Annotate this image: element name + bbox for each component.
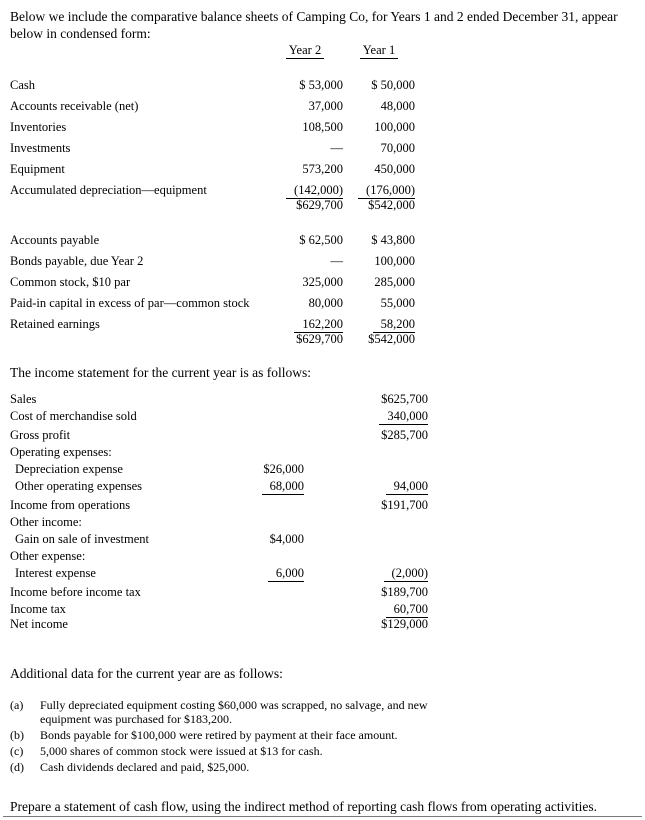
table-row	[10, 446, 428, 459]
amount-col2	[343, 184, 415, 199]
amount-value: $542,000	[368, 332, 415, 346]
amount-col2	[304, 567, 428, 582]
amount-value: $ 62,500	[299, 233, 343, 247]
row-label: Accounts payable	[10, 233, 100, 247]
amount-col1	[267, 333, 343, 346]
table-row	[10, 516, 428, 529]
amount-value: $26,000	[263, 462, 304, 476]
amount-value: $625,700	[381, 392, 428, 406]
amount-col1	[226, 550, 304, 563]
row-label: Income tax	[10, 602, 66, 616]
table-row	[10, 550, 428, 563]
note-item	[10, 744, 438, 758]
amount-col1	[267, 234, 343, 247]
amount-value: 80,000	[308, 296, 343, 310]
table-row	[10, 533, 428, 546]
balance-sheet-column-headers	[10, 44, 415, 59]
year1-column-header	[343, 44, 415, 59]
table-row	[10, 463, 428, 476]
row-label: Retained earnings	[10, 317, 100, 331]
amount-value: 285,000	[374, 275, 415, 289]
amount-col1	[226, 446, 304, 459]
amount-col2	[343, 79, 415, 92]
amount-col1	[267, 318, 343, 333]
amount-col1	[267, 121, 343, 134]
bottom-divider	[3, 816, 642, 817]
row-label: Investments	[10, 141, 71, 155]
amount-value: $629,700	[296, 332, 343, 346]
row-label: Cost of merchandise sold	[10, 409, 137, 423]
table-row	[10, 184, 415, 199]
amount-col2	[343, 255, 415, 268]
amount-col2	[304, 586, 428, 599]
amount-value: $629,700	[296, 198, 343, 212]
amount-value: $4,000	[269, 532, 304, 546]
row-label: Depreciation expense	[15, 462, 123, 476]
amount-col2	[343, 100, 415, 113]
note-tag: (b)	[10, 728, 24, 742]
amount-value: (142,000)	[286, 184, 343, 199]
table-row	[10, 163, 415, 176]
note-text: Cash dividends declared and paid, $25,000.	[40, 760, 250, 774]
row-label: Other operating expenses	[15, 479, 143, 493]
amount-value: $285,700	[381, 428, 428, 442]
amount-col2	[304, 463, 428, 476]
amount-col2	[343, 234, 415, 247]
amount-col1	[267, 255, 343, 268]
table-row	[10, 499, 428, 512]
amount-value: 100,000	[374, 254, 415, 268]
amount-value: $191,700	[381, 498, 428, 512]
amount-value: $129,000	[381, 617, 428, 631]
notes-list	[10, 698, 438, 776]
row-label: Interest expense	[15, 566, 96, 580]
table-row	[10, 429, 428, 442]
note-item	[10, 698, 438, 726]
amount-col1	[226, 586, 304, 599]
amount-col1	[226, 480, 304, 495]
amount-col2	[304, 618, 428, 631]
amount-col1	[226, 516, 304, 529]
amount-col2	[343, 318, 415, 333]
amount-value: 37,000	[308, 99, 343, 113]
amount-col1	[226, 567, 304, 582]
amount-value: (2,000)	[384, 567, 428, 582]
balance-sheet-table	[10, 44, 415, 354]
amount-col2	[343, 297, 415, 310]
row-label: Inventories	[10, 120, 67, 134]
amount-value: 70,000	[380, 141, 415, 155]
amount-value: 108,500	[302, 120, 343, 134]
amount-value: 6,000	[268, 567, 304, 582]
note-tag: (c)	[10, 744, 24, 758]
row-label: Gain on sale of investment	[15, 532, 149, 546]
year1-header-text: Year 1	[360, 44, 398, 59]
row-label: Operating expenses:	[10, 445, 112, 459]
table-row	[10, 410, 428, 425]
amount-value: 55,000	[380, 296, 415, 310]
amount-value: $ 43,800	[371, 233, 415, 247]
year2-column-header	[267, 44, 343, 59]
amount-col1	[226, 533, 304, 546]
amount-col1	[226, 410, 304, 423]
row-label: Bonds payable, due Year 2	[10, 254, 144, 268]
table-row	[10, 255, 415, 268]
amount-col2	[304, 446, 428, 459]
amount-col1	[267, 199, 343, 212]
amount-col2	[304, 480, 428, 495]
row-label: Income before income tax	[10, 585, 141, 599]
amount-col2	[343, 276, 415, 289]
amount-col2	[304, 603, 428, 618]
amount-value: 58,200	[373, 318, 415, 333]
table-row	[10, 100, 415, 113]
table-row	[10, 297, 415, 310]
note-text: Fully depreciated equipment costing $60,000 was scrapped, no salvage, and new equipment was purchased for $183,200.	[40, 698, 428, 726]
table-row	[10, 618, 428, 631]
amount-col1	[267, 276, 343, 289]
amount-col2	[304, 550, 428, 563]
amount-value: 573,200	[302, 162, 343, 176]
amount-col1	[267, 100, 343, 113]
amount-col2	[304, 533, 428, 546]
amount-col2	[304, 429, 428, 442]
note-tag: (d)	[10, 760, 24, 774]
amount-col1	[226, 463, 304, 476]
amount-col1	[226, 429, 304, 442]
amount-value: 340,000	[379, 410, 428, 425]
note-item	[10, 760, 438, 774]
amount-value: $ 53,000	[299, 78, 343, 92]
row-label: Accounts receivable (net)	[10, 99, 139, 113]
amount-col1	[267, 79, 343, 92]
table-row	[10, 603, 428, 618]
section-gap	[10, 220, 415, 234]
row-label: Gross profit	[10, 428, 71, 442]
row-label: Other income:	[10, 515, 82, 529]
amount-value: —	[330, 254, 343, 268]
table-row	[10, 276, 415, 289]
income-statement-intro: The income statement for the current year is as follows:	[10, 365, 312, 380]
instruction-paragraph: Prepare a statement of cash flow, using the indirect method of reporting cash flows from operating activities.	[10, 799, 597, 814]
amount-col2	[304, 410, 428, 425]
amount-col1	[267, 142, 343, 155]
amount-col2	[304, 499, 428, 512]
note-text: 5,000 shares of common stock were issued at $13 for cash.	[40, 744, 323, 758]
amount-value: $189,700	[381, 585, 428, 599]
note-text: Bonds payable for $100,000 were retired by payment at their face amount.	[40, 728, 398, 742]
note-item	[10, 728, 438, 742]
table-row	[10, 318, 415, 333]
amount-col1	[226, 618, 304, 631]
amount-col2	[304, 393, 428, 406]
amount-col2	[343, 333, 415, 346]
table-row	[10, 199, 415, 212]
row-label: Cash	[10, 78, 35, 92]
amount-col2	[304, 516, 428, 529]
row-label: Income from operations	[10, 498, 131, 512]
amount-value: (176,000)	[358, 184, 415, 199]
table-row	[10, 234, 415, 247]
amount-col2	[343, 121, 415, 134]
amount-value: 48,000	[380, 99, 415, 113]
table-row	[10, 586, 428, 599]
intro-paragraph: Below we include the comparative balance sheets of Camping Co, for Years 1 and 2 ended December 31, appear below in condensed form:	[10, 9, 618, 41]
header-spacer	[10, 67, 415, 79]
additional-data-intro: Additional data for the current year are as follows:	[10, 666, 283, 681]
amount-col1	[267, 297, 343, 310]
amount-value: 162,200	[294, 318, 343, 333]
amount-col2	[343, 142, 415, 155]
amount-col2	[343, 163, 415, 176]
amount-value: $ 50,000	[371, 78, 415, 92]
amount-value: —	[330, 141, 343, 155]
table-row	[10, 393, 428, 406]
amount-col1	[267, 163, 343, 176]
row-label: Accumulated depreciation—equipment	[10, 183, 207, 197]
amount-value: 60,700	[386, 603, 428, 618]
row-label: Sales	[10, 392, 37, 406]
table-row	[10, 333, 415, 346]
row-label: Common stock, $10 par	[10, 275, 131, 289]
amount-value: $542,000	[368, 198, 415, 212]
note-tag: (a)	[10, 698, 24, 712]
table-row	[10, 567, 428, 582]
amount-col1	[226, 603, 304, 616]
amount-value: 450,000	[374, 162, 415, 176]
amount-col1	[267, 184, 343, 199]
income-statement-table	[10, 393, 428, 635]
table-row	[10, 79, 415, 92]
amount-col2	[343, 199, 415, 212]
table-row	[10, 480, 428, 495]
amount-col1	[226, 393, 304, 406]
row-label: Net income	[10, 617, 68, 631]
table-row	[10, 142, 415, 155]
table-row	[10, 121, 415, 134]
amount-value: 68,000	[262, 480, 304, 495]
row-label: Other expense:	[10, 549, 86, 563]
amount-value: 94,000	[386, 480, 428, 495]
row-label: Equipment	[10, 162, 65, 176]
amount-value: 100,000	[374, 120, 415, 134]
liabilities-rows	[10, 234, 415, 354]
year2-header-text: Year 2	[286, 44, 324, 59]
row-label: Paid-in capital in excess of par—common stock	[10, 296, 250, 310]
amount-col1	[226, 499, 304, 512]
amount-value: 325,000	[302, 275, 343, 289]
assets-rows	[10, 79, 415, 220]
